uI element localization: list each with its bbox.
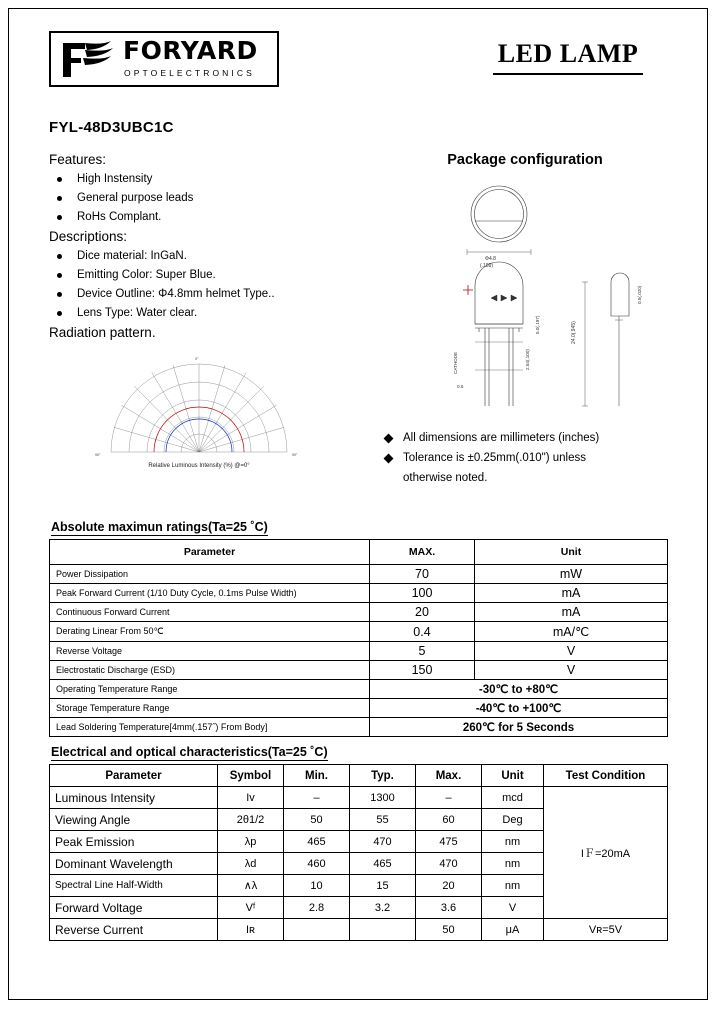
list-item: Emitting Color: Super Blue.: [49, 267, 349, 284]
col-header-parameter: Parameter: [50, 765, 218, 787]
cell-unit: nm: [482, 875, 544, 897]
cell-symbol: λp: [218, 831, 284, 853]
company-tagline: OPTOELECTRONICS: [124, 68, 255, 78]
cell-min: 465: [284, 831, 350, 853]
table-header-row: [50, 540, 668, 565]
cell-unit: mW: [475, 565, 668, 584]
cell-min: 460: [284, 853, 350, 875]
cell-typ: 55: [350, 809, 416, 831]
list-item: High Instensity: [49, 171, 349, 188]
cell-unit: mA: [475, 603, 668, 622]
cell-parameter: Peak Emission: [50, 831, 218, 853]
cell-max: –: [416, 787, 482, 809]
note-item: All dimensions are millimeters (inches): [379, 430, 671, 447]
cell-max: 60: [416, 809, 482, 831]
col-header-unit: Unit: [482, 765, 544, 787]
svg-text:90°: 90°: [95, 453, 101, 457]
col-header-symbol: Symbol: [218, 765, 284, 787]
col-header-max: Max.: [416, 765, 482, 787]
descriptions-title: Descriptions:: [49, 229, 128, 244]
table-row: [50, 584, 668, 603]
cell-unit: nm: [482, 853, 544, 875]
cell-test-condition: IＦ=20mA: [544, 787, 668, 919]
absolute-maximum-ratings-table: [49, 539, 668, 737]
col-header-min: Min.: [284, 765, 350, 787]
table-row: [50, 787, 668, 809]
col-header-max: MAX.: [370, 540, 475, 565]
table-header-row: [50, 765, 668, 787]
cell-typ: 470: [350, 831, 416, 853]
list-item: Device Outline: Φ4.8mm helmet Type..: [49, 286, 349, 303]
cell-max: 20: [370, 603, 475, 622]
cell-max: 20: [416, 875, 482, 897]
cell-parameter: Luminous Intensity: [50, 787, 218, 809]
cell-parameter: Electrostatic Discharge (ESD): [50, 661, 370, 680]
cell-symbol: 2θ1/2: [218, 809, 284, 831]
foryard-logo-icon: [59, 39, 115, 81]
col-header-typ: Typ.: [350, 765, 416, 787]
cell-unit: V: [475, 642, 668, 661]
cell-max: 100: [370, 584, 475, 603]
cell-parameter: Reverse Voltage: [50, 642, 370, 661]
svg-text:24.0(.945): 24.0(.945): [571, 321, 577, 344]
right-column: [379, 152, 671, 486]
cell-max: 50: [416, 919, 482, 941]
cell-max: 470: [416, 853, 482, 875]
col-header-test-condition: Test Condition: [544, 765, 668, 787]
cell-symbol: ∧λ: [218, 875, 284, 897]
cell-symbol: Iᴠ: [218, 787, 284, 809]
datasheet-page: [8, 8, 708, 1000]
svg-text:90°: 90°: [292, 453, 298, 457]
cell-unit: Deg: [482, 809, 544, 831]
eo-characteristics-title: Electrical and optical characteristics(Ta=25 ˚C): [51, 745, 328, 759]
cell-parameter: Spectral Line Half-Width: [50, 875, 218, 897]
cell-parameter: Viewing Angle: [50, 809, 218, 831]
cell-parameter: Storage Temperature Range: [50, 699, 370, 718]
cell-unit: V: [482, 897, 544, 919]
doc-title-block: [493, 39, 643, 75]
cell-parameter: Power Dissipation: [50, 565, 370, 584]
cell-unit: nm: [482, 831, 544, 853]
cell-max: 70: [370, 565, 475, 584]
cell-max: 3.6: [416, 897, 482, 919]
cell-typ: 15: [350, 875, 416, 897]
cell-value-span: -30℃ to +80℃: [370, 680, 668, 699]
cell-max: 475: [416, 831, 482, 853]
cell-typ: [350, 919, 416, 941]
cell-min: [284, 919, 350, 941]
cell-parameter: Dominant Wavelength: [50, 853, 218, 875]
list-item: Lens Type: Water clear.: [49, 305, 349, 322]
title-underline: [493, 73, 643, 75]
table-row: [50, 642, 668, 661]
cell-value-span: 260℃ for 5 Seconds: [370, 718, 668, 737]
cell-symbol: Iʀ: [218, 919, 284, 941]
cell-parameter: Derating Linear From 50℃: [50, 622, 370, 642]
table-row: [50, 603, 668, 622]
note-continuation: otherwise noted.: [403, 472, 488, 484]
cell-unit: mcd: [482, 787, 544, 809]
cell-parameter: Forward Voltage: [50, 897, 218, 919]
cell-min: 2.8: [284, 897, 350, 919]
left-column: [49, 152, 349, 469]
table-row: [50, 699, 668, 718]
cell-min: 50: [284, 809, 350, 831]
cell-max: 5: [370, 642, 475, 661]
doc-title: LED LAMP: [497, 39, 639, 68]
note-item: Tolerance is ±0.25mm(.010") unless: [379, 450, 671, 467]
dimension-notes: [379, 430, 671, 486]
package-dimension-drawing: [379, 174, 671, 424]
cell-parameter: Operating Temperature Range: [50, 680, 370, 699]
abs-ratings-title: Absolute maximun ratings(Ta=25 ˚C): [51, 520, 268, 534]
features-title: Features:: [49, 152, 107, 167]
cell-symbol: λd: [218, 853, 284, 875]
svg-text:(.189): (.189): [480, 263, 494, 269]
svg-text:5.0(.197): 5.0(.197): [535, 315, 540, 334]
cell-unit: μA: [482, 919, 544, 941]
svg-text:0°: 0°: [195, 357, 199, 361]
cell-value-span: -40℃ to +100℃: [370, 699, 668, 718]
list-item: RoHs Complant.: [49, 209, 349, 226]
cell-unit: mA/℃: [475, 622, 668, 642]
cell-typ: 465: [350, 853, 416, 875]
cell-parameter: Reverse Current: [50, 919, 218, 941]
cell-typ: 3.2: [350, 897, 416, 919]
cell-parameter: Peak Forward Current (1/10 Duty Cycle, 0.1ms Pulse Width): [50, 584, 370, 603]
cell-symbol: Vᶠ: [218, 897, 284, 919]
list-item: Dice material: InGaN.: [49, 248, 349, 265]
page-header: [49, 27, 671, 105]
table-row: [50, 565, 668, 584]
package-config-title: Package configuration: [447, 152, 603, 168]
radiation-pattern-title: Radiation pattern.: [49, 325, 156, 340]
cell-typ: 1300: [350, 787, 416, 809]
cell-parameter: Continuous Forward Current: [50, 603, 370, 622]
cell-unit: V: [475, 661, 668, 680]
col-header-unit: Unit: [475, 540, 668, 565]
descriptions-list: [49, 248, 349, 322]
list-item: General purpose leads: [49, 190, 349, 207]
radiation-pattern-chart: [49, 344, 349, 469]
cell-min: 10: [284, 875, 350, 897]
svg-text:CATHODE: CATHODE: [453, 351, 458, 374]
part-number: FYL-48D3UBC1C: [49, 119, 174, 136]
company-name: FORYARD: [123, 36, 258, 65]
page-content: [49, 27, 671, 941]
package-drawing: [379, 174, 671, 424]
table-row: [50, 661, 668, 680]
svg-text:2.54(.100): 2.54(.100): [525, 349, 530, 370]
table-row: [50, 680, 668, 699]
radiation-pattern-figure: [49, 344, 349, 469]
svg-text:0.6: 0.6: [457, 384, 464, 389]
table-row: [50, 622, 668, 642]
cell-test-condition: Vʀ=5V: [544, 919, 668, 941]
cell-unit: mA: [475, 584, 668, 603]
company-logo-box: [49, 31, 279, 87]
body-two-columns: [49, 152, 671, 512]
table-row: [50, 718, 668, 737]
electrical-optical-table: [49, 764, 668, 941]
svg-text:Φ4.8: Φ4.8: [485, 256, 496, 262]
cell-max: 150: [370, 661, 475, 680]
cell-min: –: [284, 787, 350, 809]
radiation-pattern-caption: Relative Luminous Intensity (%) @=0°: [148, 463, 250, 469]
table-row: [50, 919, 668, 941]
col-header-parameter: Parameter: [50, 540, 370, 565]
cell-parameter: Lead Soldering Temperature[4mm(.157˝) From Body]: [50, 718, 370, 737]
cell-max: 0.4: [370, 622, 475, 642]
features-list: [49, 171, 349, 226]
svg-text:0.5(.020): 0.5(.020): [637, 285, 642, 304]
